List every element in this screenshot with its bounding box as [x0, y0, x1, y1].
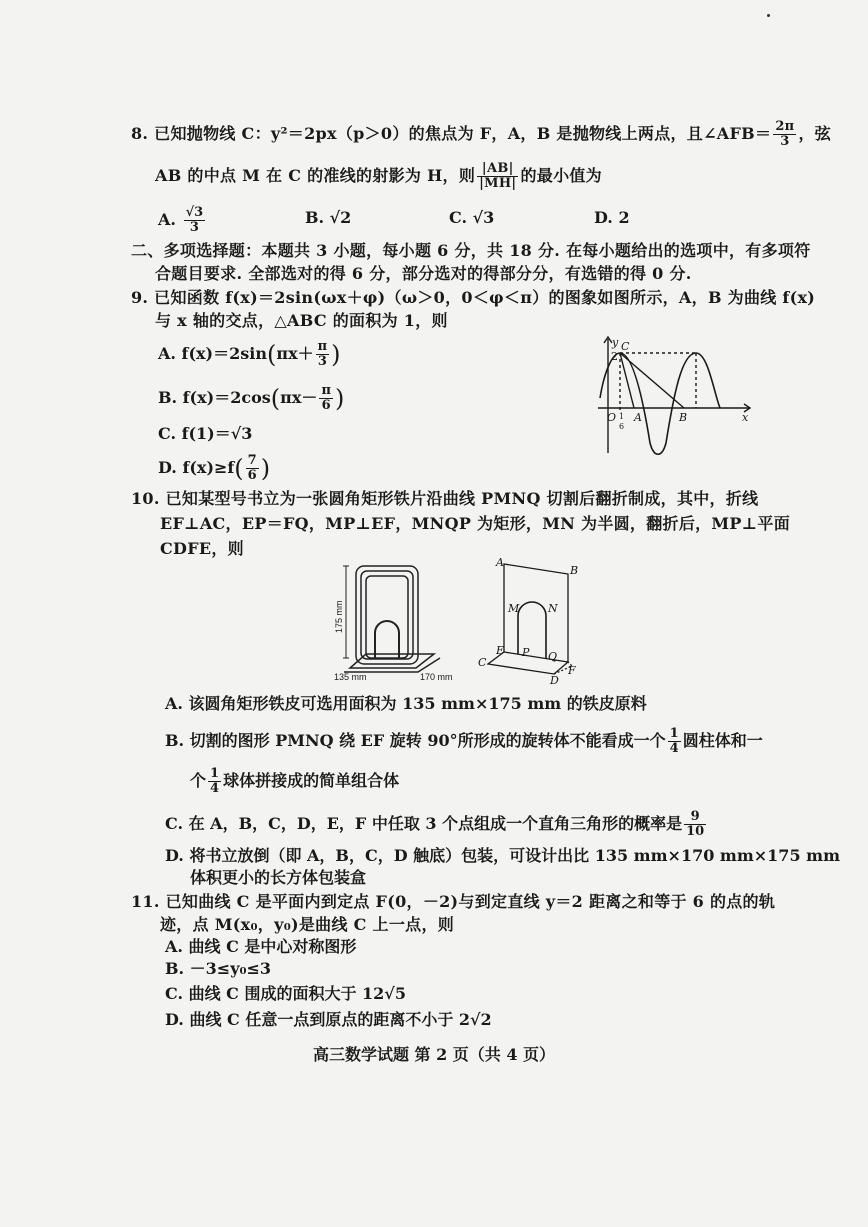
q10-option-d-line1: D. 将书立放倒（即 A，B，C，D 触底）包装，可设计出比 135 mm×170 mm×175 mm [165, 846, 841, 865]
q8-option-c: C. √3 [449, 208, 495, 227]
q10-option-b-line1: B. 切割的图形 PMNQ 绕 EF 旋转 90°所形成的旋转体不能看成一个 $\frac{1}{4}$ 圆柱体和一 [165, 726, 763, 756]
label-x: x [742, 411, 749, 424]
q8-option-d: D. 2 [594, 208, 630, 227]
sine-curve [600, 353, 720, 454]
q11-option-d: D. 曲线 C 任意一点到原点的距离不小于 2√2 [165, 1010, 492, 1029]
dim-width: 135 mm [334, 672, 367, 682]
q9-option-c: C. f(1)＝√3 [158, 424, 253, 443]
fig-label-d: D [550, 674, 559, 686]
q11-stem-line2: 迹，点 M(x₀，y₀)是曲线 C 上一点，则 [160, 915, 455, 934]
fig-label-c: C [478, 656, 487, 669]
segment-cb [620, 353, 684, 408]
fig-label-n: N [548, 602, 558, 615]
q11-option-a: A. 曲线 C 是中心对称图形 [165, 937, 357, 956]
q9-stem-line2: 与 x 轴的交点，△ABC 的面积为 1，则 [155, 311, 448, 330]
label-one: 1 [619, 412, 625, 421]
q10-bookend-figure [330, 558, 470, 683]
q9-option-b: B. f(x)＝2cos(πx－ $\frac{\pi}{6}$ ) [158, 383, 345, 413]
label-a: A [634, 411, 642, 424]
q9-option-a: A. f(x)＝2sin(πx＋ $\frac{\pi}{3}$ ) [158, 339, 341, 369]
q10-option-c: C. 在 A，B，C，D，E，F 中任取 3 个点组成一个直角三角形的概率是 $\frac{9}{10}$ [165, 809, 705, 839]
q10-option-a: A. 该圆角矩形铁皮可选用面积为 135 mm×175 mm 的铁皮原料 [165, 694, 647, 713]
q11-option-b: B. －3≤y₀≤3 [165, 959, 272, 978]
q8-stem-line1: 8. 已知抛物线 C：y²＝2px（p＞0）的焦点为 F，A，B 是抛物线上两点，且∠AFB＝ $\frac{2\pi}{3}$ ，弦 [131, 119, 832, 149]
fig-label-b: B [570, 564, 579, 577]
section2-heading-line2: 合题目要求. 全部选对的得 6 分，部分选对的得部分分，有选错的得 0 分. [155, 264, 692, 283]
scan-speck [767, 14, 770, 17]
dim-height: 175 mm [334, 600, 344, 633]
label-six: 6 [619, 422, 625, 431]
label-o: O [607, 411, 617, 424]
q10-stem-line1: 10. 已知某型号书立为一张圆角矩形铁片沿曲线 PMNQ 切割后翻折制成，其中，折线 [131, 489, 759, 508]
label-y: y [612, 336, 619, 349]
q10-schematic-figure [474, 556, 594, 686]
q9-stem-line1: 9. 已知函数 f(x)＝2sin(ωx＋φ)（ω＞0，0＜φ＜π）的图象如图所示，A，B 为曲线 f(x) [131, 288, 816, 307]
fig-label-p: P [522, 646, 530, 659]
q11-option-c: C. 曲线 C 围成的面积大于 12√5 [165, 984, 406, 1003]
q8-option-b: B. √2 [305, 208, 352, 227]
q11-stem-line1: 11. 已知曲线 C 是平面内到定点 F(0，－2)与到定直线 y＝2 距离之和等于 6 的点的轨 [131, 892, 776, 911]
q10-stem-line2: EF⊥AC，EP＝FQ，MP⊥EF，MNQP 为矩形，MN 为半圆，翻折后，MP⊥平面 [160, 514, 791, 533]
label-c: C [621, 340, 630, 353]
q10-option-d-line2: 体积更小的长方体包装盒 [190, 868, 367, 887]
fig-label-q: Q [548, 650, 558, 663]
segment-ca [620, 353, 634, 408]
q8-stem-line2: AB 的中点 M 在 C 的准线的射影为 H，则 $\frac{|AB|}{|MH|}$ 的最小值为 [155, 161, 602, 191]
fig-label-f: F [568, 664, 576, 677]
q9-option-d: D. f(x)≥f( $\frac{7}{6}$ ) [158, 453, 271, 483]
section2-heading-line1: 二、多项选择题：本题共 3 小题，每小题 6 分，共 18 分. 在每小题给出的选项中，有多项符 [131, 241, 811, 260]
label-b: B [679, 411, 688, 424]
fig-label-e: E [496, 644, 505, 657]
fig-label-m: M [508, 602, 520, 615]
q9-sine-graph [590, 333, 755, 458]
q8-option-a: A. $\frac{√3}{3}$ [158, 205, 204, 235]
q10-option-b-line2: 个 $\frac{1}{4}$ 球体拼接成的简单组合体 [190, 766, 400, 796]
fig-label-a: A [496, 556, 504, 569]
q10-stem-line3: CDFE，则 [160, 539, 244, 558]
dim-depth: 170 mm [420, 672, 453, 682]
page-footer: 高三数学试题 第 2 页（共 4 页） [312, 1045, 556, 1064]
label-2: 2 [611, 350, 618, 363]
